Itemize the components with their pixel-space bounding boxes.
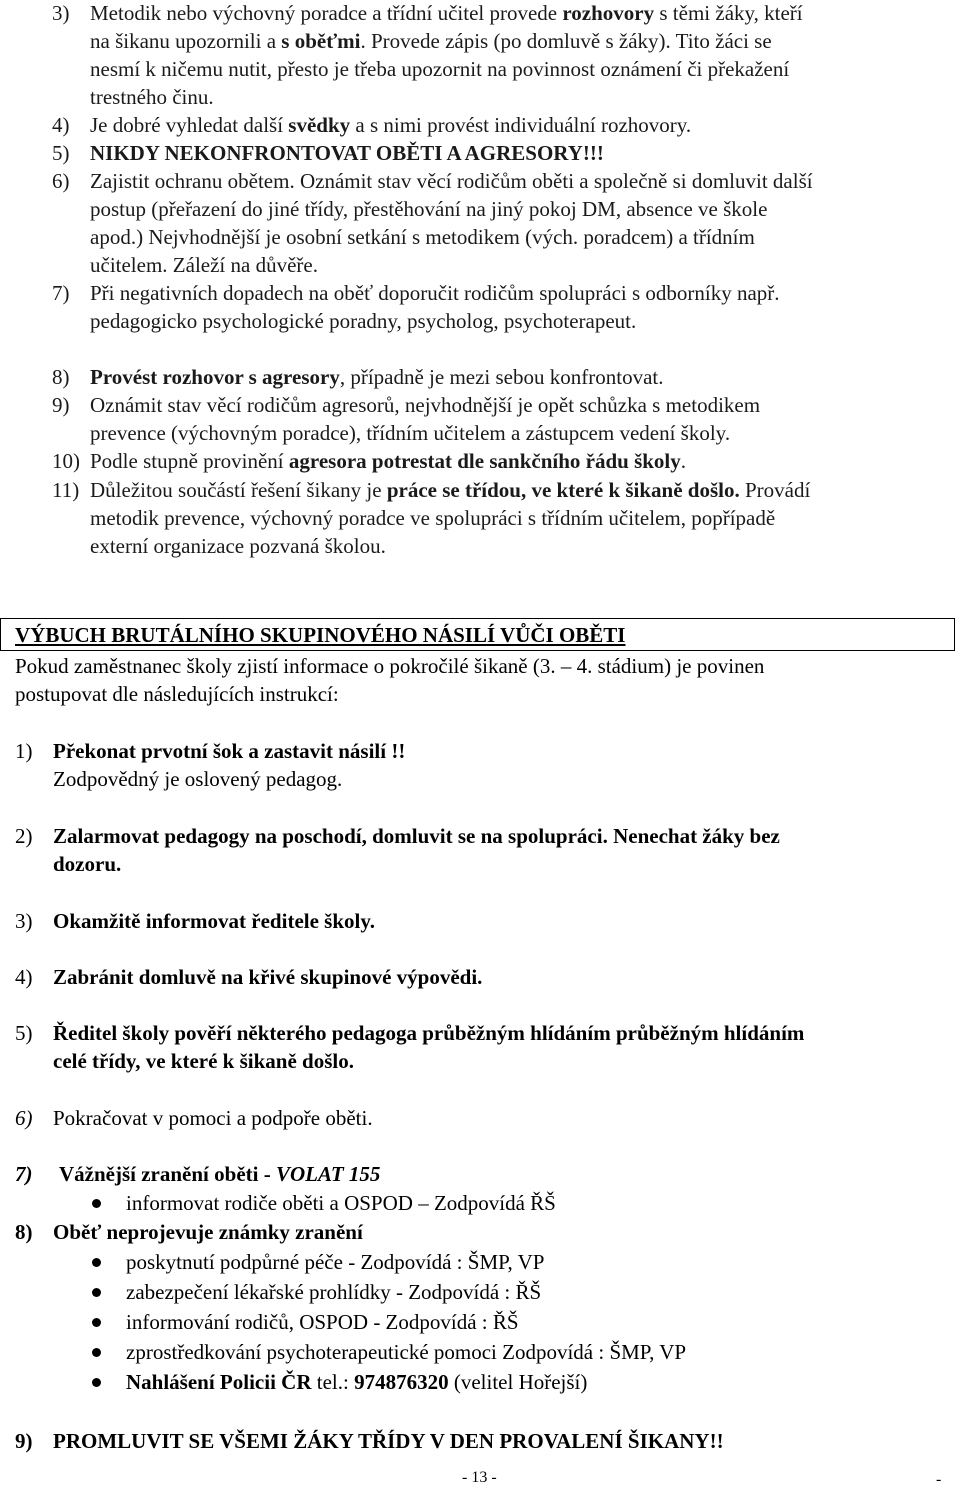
item-11-line-3: externí organizace pozvaná školou. bbox=[90, 534, 386, 558]
item-11-line-2: metodik prevence, výchovný poradce ve spolupráci s třídním učitelem, popřípadě bbox=[90, 506, 776, 530]
step-1-line-2: Zodpovědný je oslovený pedagog. bbox=[53, 767, 343, 791]
item-3-line-1: Metodik nebo výchovný poradce a třídní učitel provede rozhovory s těmi žáky, kteří bbox=[90, 1, 803, 25]
step-4-line-1: Zabránit domluvě na křivé skupinové výpovědi. bbox=[53, 965, 483, 989]
item-number: 10) bbox=[52, 449, 80, 473]
item-11-line-1: Důležitou součástí řešení šikany je práce se třídou, ve které k šikaně došlo. Provádí bbox=[90, 478, 811, 502]
step-number: 5) bbox=[15, 1021, 33, 1045]
item-4-line-1: Je dobré vyhledat další svědky a s nimi provést individuální rozhovory. bbox=[90, 113, 692, 137]
step-number: 3) bbox=[15, 909, 33, 933]
step-number: 6) bbox=[15, 1106, 33, 1130]
item-number: 4) bbox=[52, 113, 70, 137]
step-7-bullet-1: informovat rodiče oběti a OSPOD – Zodpovídá ŘŠ bbox=[126, 1191, 556, 1215]
step-8-bullet-3: informování rodičů, OSPOD - Zodpovídá : ŘŠ bbox=[126, 1310, 519, 1334]
item-7-line-1: Při negativních dopadech na oběť doporučit rodičům spolupráci s odborníky např. bbox=[90, 281, 780, 305]
step-number: 4) bbox=[15, 965, 33, 989]
step-8-bullet-5: Nahlášení Policii ČR tel.: 974876320 (velitel Hořejší) bbox=[126, 1370, 588, 1394]
bullet-icon bbox=[92, 1288, 101, 1297]
item-6-line-3: apod.) Nejvhodnější je osobní setkání s metodikem (vých. poradcem) a třídním bbox=[90, 225, 755, 249]
item-9-line-1: Oznámit stav věcí rodičům agresorů, nejvhodnější je opět schůzka s metodikem bbox=[90, 393, 761, 417]
section-heading: VÝBUCH BRUTÁLNÍHO SKUPINOVÉHO NÁSILÍ VŮČI OBĚTI bbox=[15, 623, 626, 647]
step-3-line-1: Okamžitě informovat ředitele školy. bbox=[53, 909, 375, 933]
item-number: 3) bbox=[52, 1, 70, 25]
step-5-line-1: Ředitel školy pověří některého pedagoga průběžným hlídáním průběžným hlídáním bbox=[53, 1021, 805, 1045]
step-number: 7) bbox=[15, 1162, 33, 1186]
item-5-line-1: NIKDY NEKONFRONTOVAT OBĚTI A AGRESORY!!! bbox=[90, 141, 604, 165]
step-8-bullet-1: poskytnutí podpůrné péče - Zodpovídá : ŠMP, VP bbox=[126, 1250, 545, 1274]
bullet-icon bbox=[92, 1318, 101, 1327]
item-3-line-4: trestného činu. bbox=[90, 85, 214, 109]
item-3-line-2: na šikanu upozornili a s oběťmi. Provede zápis (po domluvě s žáky). Tito žáci se bbox=[90, 29, 772, 53]
item-6-line-1: Zajistit ochranu obětem. Oznámit stav věcí rodičům oběti a společně si domluvit další bbox=[90, 169, 813, 193]
bullet-icon bbox=[92, 1378, 101, 1387]
step-1-line-1: Překonat prvotní šok a zastavit násilí !! bbox=[53, 739, 406, 763]
item-9-line-2: prevence (výchovným poradce), třídním učitelem a zástupcem vedení školy. bbox=[90, 421, 731, 445]
step-8-line-1: Oběť neprojevuje známky zranění bbox=[53, 1220, 363, 1244]
intro-line-2: postupovat dle následujících instrukcí: bbox=[15, 682, 339, 706]
bullet-icon bbox=[92, 1348, 101, 1357]
item-number: 8) bbox=[52, 365, 70, 389]
step-7-line-1: Vážnější zranění oběti - VOLAT 155 bbox=[59, 1162, 381, 1186]
step-8-bullet-2: zabezpečení lékařské prohlídky - Zodpovídá : ŘŠ bbox=[126, 1280, 542, 1304]
step-9-line-1: PROMLUVIT SE VŠEMI ŽÁKY TŘÍDY V DEN PROVALENÍ ŠIKANY!! bbox=[53, 1429, 724, 1453]
step-number: 8) bbox=[15, 1220, 33, 1244]
step-8-bullet-4: zprostředkování psychoterapeutické pomoci Zodpovídá : ŠMP, VP bbox=[126, 1340, 687, 1364]
step-6-line-1: Pokračovat v pomoci a podpoře oběti. bbox=[53, 1106, 373, 1130]
step-2-line-2: dozoru. bbox=[53, 852, 122, 876]
intro-line-1: Pokud zaměstnanec školy zjistí informace o pokročilé šikaně (3. – 4. stádium) je povinen bbox=[15, 654, 765, 678]
step-number: 9) bbox=[15, 1429, 33, 1453]
page-number: - 13 - bbox=[462, 1469, 497, 1486]
bullet-icon bbox=[92, 1199, 101, 1208]
item-7-line-2: pedagogicko psychologické poradny, psycholog, psychoterapeut. bbox=[90, 309, 637, 333]
item-3-line-3: nesmí k ničemu nutit, přesto je třeba upozornit na povinnost oznámení či překažení bbox=[90, 57, 790, 81]
step-2-line-1: Zalarmovat pedagogy na poschodí, domluvit se na spolupráci. Nenechat žáky bez bbox=[53, 824, 780, 848]
item-number: 5) bbox=[52, 141, 70, 165]
step-number: 2) bbox=[15, 824, 33, 848]
item-6-line-4: učitelem. Záleží na důvěře. bbox=[90, 253, 318, 277]
item-number: 6) bbox=[52, 169, 70, 193]
bullet-icon bbox=[92, 1258, 101, 1267]
item-10-line-1: Podle stupně provinění agresora potrestat dle sankčního řádu školy. bbox=[90, 449, 686, 473]
item-number: 9) bbox=[52, 393, 70, 417]
item-number: 7) bbox=[52, 281, 70, 305]
step-number: 1) bbox=[15, 739, 33, 763]
item-6-line-2: postup (přeřazení do jiné třídy, přestěhování na jiný pokoj DM, absence ve škole bbox=[90, 197, 768, 221]
item-8-line-1: Provést rozhovor s agresory, případně je mezi sebou konfrontovat. bbox=[90, 365, 664, 389]
item-number: 11) bbox=[52, 478, 80, 502]
step-5-line-2: celé třídy, ve které k šikaně došlo. bbox=[53, 1049, 354, 1073]
footer-dash: - bbox=[936, 1471, 942, 1488]
